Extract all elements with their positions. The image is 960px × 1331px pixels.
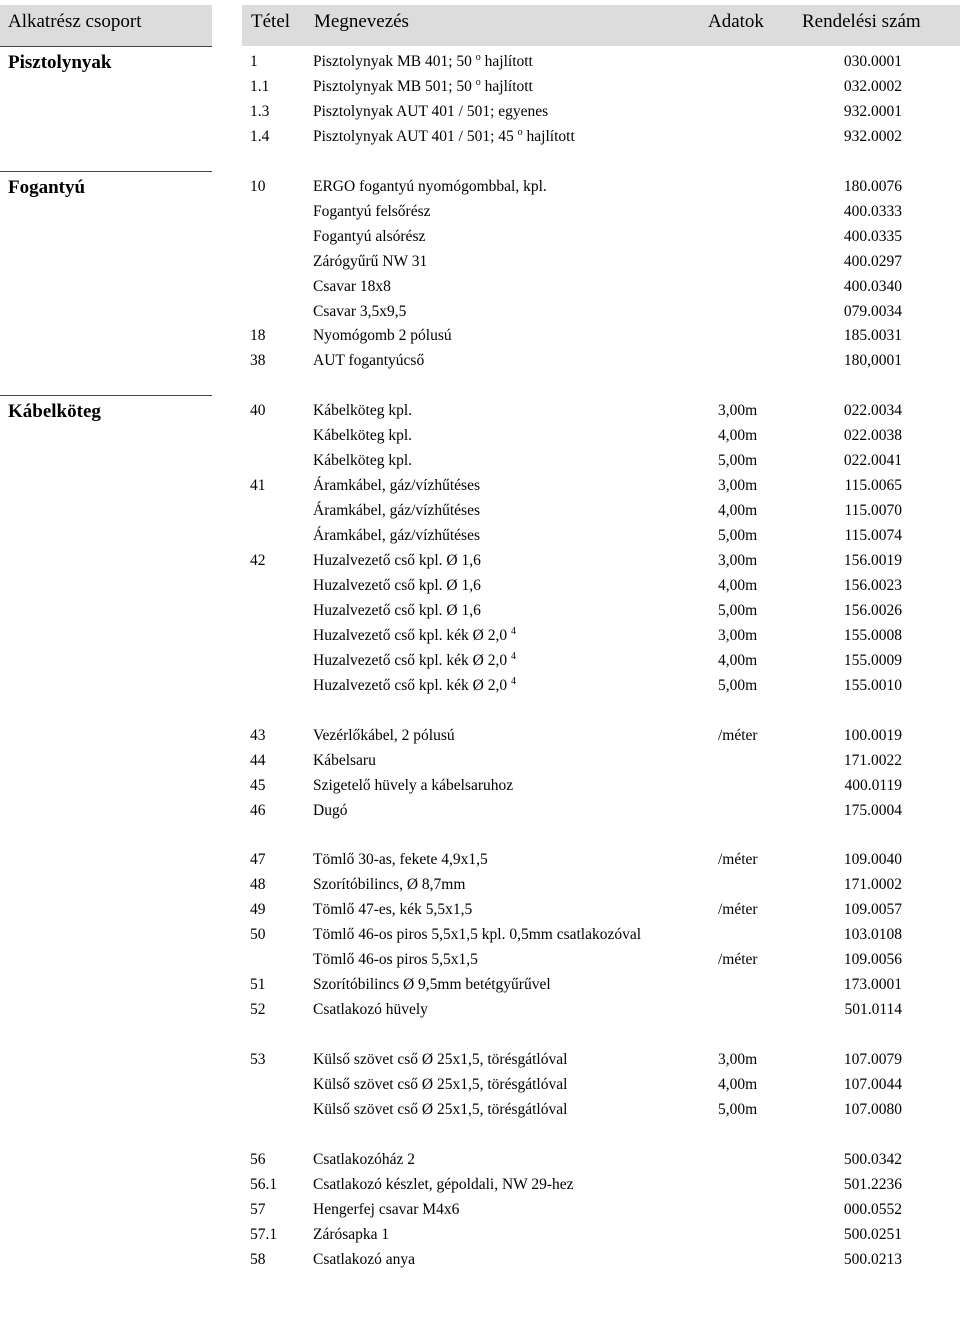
order-number: 022.0041 bbox=[843, 452, 902, 470]
table-row bbox=[0, 748, 960, 773]
table-row bbox=[0, 997, 960, 1022]
header-order-label: Rendelési szám bbox=[802, 11, 921, 32]
part-name-text: Csavar 3,5x9,5 bbox=[313, 302, 407, 320]
order-number: 171.0022 bbox=[843, 751, 902, 769]
part-data: 4,00m bbox=[718, 576, 758, 594]
order-number: 400.0340 bbox=[843, 277, 902, 295]
item-number: 46 bbox=[250, 801, 266, 819]
order-number: 173.0001 bbox=[843, 976, 902, 994]
header-data-label: Adatok bbox=[708, 11, 764, 32]
part-name bbox=[313, 648, 516, 673]
part-name bbox=[313, 997, 428, 1022]
part-name bbox=[313, 972, 551, 997]
item-number: 41 bbox=[250, 477, 266, 495]
part-name-text: Csatlakozóház 2 bbox=[313, 1150, 416, 1168]
part-name-text: Áramkábel, gáz/vízhűtéses bbox=[313, 527, 480, 544]
part-name-text: Huzalvezető cső kpl. kék Ø 2,0 bbox=[313, 626, 508, 644]
part-name-text: Csatlakozó készlet, gépoldali, NW 29-hez bbox=[313, 1175, 574, 1193]
order-number: 156.0019 bbox=[843, 552, 902, 569]
part-name bbox=[313, 1097, 567, 1122]
header-group-label: Alkatrész csoport bbox=[8, 11, 142, 32]
item-number: 57.1 bbox=[250, 1225, 278, 1243]
item-number: 53 bbox=[250, 1051, 266, 1068]
part-name-text: Huzalvezető cső kpl. Ø 1,6 bbox=[313, 552, 481, 569]
part-name-text: Áramkábel, gáz/vízhűtéses bbox=[313, 502, 480, 520]
header-name-label: Megnevezés bbox=[314, 11, 409, 32]
table-row bbox=[0, 74, 960, 99]
part-data: 4,00m bbox=[718, 1076, 758, 1093]
part-name-text: Zárógyűrű NW 31 bbox=[313, 252, 428, 270]
part-name bbox=[313, 673, 516, 698]
part-name-text: Huzalvezető cső kpl. Ø 1,6 bbox=[313, 601, 481, 619]
part-name-text: Szorítóbilincs Ø 9,5mm betétgyűrűvel bbox=[313, 976, 551, 994]
order-number: 107.0079 bbox=[843, 1051, 902, 1068]
table-row bbox=[0, 423, 960, 448]
header-columns bbox=[242, 5, 960, 46]
part-data: /méter bbox=[718, 901, 758, 919]
part-data: 3,00m bbox=[718, 552, 758, 569]
item-number: 10 bbox=[250, 177, 266, 195]
order-number: 115.0070 bbox=[844, 502, 902, 520]
part-name bbox=[313, 1247, 415, 1272]
order-number: 032.0002 bbox=[843, 78, 902, 95]
item-number: 1 bbox=[250, 53, 258, 70]
part-name bbox=[313, 249, 427, 274]
table-row bbox=[0, 798, 960, 823]
part-name bbox=[313, 1047, 567, 1072]
part-name bbox=[313, 922, 641, 947]
part-name bbox=[313, 1172, 574, 1197]
superscript: 4 bbox=[511, 650, 516, 662]
part-name-text: Kábelsaru bbox=[313, 751, 376, 769]
part-name bbox=[313, 1222, 389, 1247]
item-number: 56 bbox=[250, 1150, 266, 1168]
table-row bbox=[0, 922, 960, 947]
order-number: 000.0552 bbox=[843, 1200, 902, 1218]
table-row bbox=[0, 1197, 960, 1222]
part-name-text: Huzalvezető cső kpl. kék Ø 2,0 bbox=[313, 651, 508, 669]
part-name-text: Tömlő 46-os piros 5,5x1,5 kpl. 0,5mm csatlakozóval bbox=[313, 926, 642, 944]
table-row bbox=[0, 1172, 960, 1197]
table-row bbox=[0, 847, 960, 872]
table-row bbox=[0, 1072, 960, 1097]
order-number: 500.0251 bbox=[843, 1225, 902, 1243]
table-row bbox=[0, 573, 960, 598]
order-number: 501.2236 bbox=[843, 1175, 902, 1193]
order-number: 030.0001 bbox=[843, 53, 902, 70]
part-name bbox=[313, 773, 513, 798]
part-name bbox=[313, 548, 481, 573]
item-number: 51 bbox=[250, 976, 266, 994]
order-number: 022.0034 bbox=[843, 402, 902, 420]
part-name bbox=[313, 598, 481, 623]
part-data: 3,00m bbox=[718, 477, 758, 495]
order-number: 932.0001 bbox=[843, 102, 902, 120]
superscript: o bbox=[475, 76, 481, 88]
order-number: 180.0076 bbox=[843, 177, 902, 195]
item-number: 50 bbox=[250, 926, 266, 944]
superscript: o bbox=[475, 51, 481, 63]
table-row bbox=[0, 872, 960, 897]
part-name bbox=[313, 723, 455, 748]
part-name bbox=[313, 174, 547, 199]
table-row bbox=[0, 348, 960, 373]
order-number: 175.0004 bbox=[843, 801, 902, 819]
table-row bbox=[0, 99, 960, 124]
table-row bbox=[0, 398, 960, 423]
table-row bbox=[0, 673, 960, 698]
item-number: 58 bbox=[250, 1250, 266, 1268]
part-name-suffix: hajlított bbox=[480, 53, 533, 70]
order-number: 400.0297 bbox=[843, 252, 902, 270]
part-data: 3,00m bbox=[718, 402, 758, 420]
group-divider bbox=[0, 395, 212, 396]
item-number: 18 bbox=[250, 327, 266, 345]
part-name-suffix: hajlított bbox=[522, 127, 575, 145]
part-name-text: Kábelköteg kpl. bbox=[313, 452, 413, 470]
part-name-text: Külső szövet cső Ø 25x1,5, törésgátlóval bbox=[313, 1051, 568, 1068]
order-number: 100.0019 bbox=[843, 726, 902, 744]
part-name bbox=[313, 348, 424, 373]
part-name bbox=[313, 847, 488, 872]
table-row bbox=[0, 523, 960, 548]
group-divider bbox=[0, 171, 212, 172]
group-label: Fogantyú bbox=[8, 177, 86, 198]
part-name-text: Szorítóbilincs, Ø 8,7mm bbox=[313, 876, 466, 894]
part-name bbox=[313, 224, 425, 249]
part-data: 3,00m bbox=[718, 1051, 758, 1068]
part-data: 5,00m bbox=[718, 1100, 758, 1118]
table-row bbox=[0, 897, 960, 922]
table-row bbox=[0, 1222, 960, 1247]
part-name bbox=[313, 274, 391, 299]
part-name bbox=[313, 448, 412, 473]
table-row bbox=[0, 174, 960, 199]
part-data: 5,00m bbox=[718, 601, 758, 619]
superscript: o bbox=[517, 126, 523, 138]
order-number: 156.0023 bbox=[843, 576, 902, 594]
table-row bbox=[0, 124, 960, 149]
part-name-text: Huzalvezető cső kpl. Ø 1,6 bbox=[313, 576, 481, 594]
part-name bbox=[313, 74, 533, 99]
order-number: 500.0342 bbox=[843, 1150, 902, 1168]
part-name bbox=[313, 1072, 567, 1097]
part-data: /méter bbox=[718, 726, 758, 744]
part-name bbox=[313, 423, 412, 448]
part-name-text: Áramkábel, gáz/vízhűtéses bbox=[313, 477, 480, 495]
part-name bbox=[313, 323, 452, 348]
table-row bbox=[0, 723, 960, 748]
part-name bbox=[313, 1147, 415, 1172]
part-name-text: Tömlő 47-es, kék 5,5x1,5 bbox=[313, 901, 473, 919]
table-row bbox=[0, 548, 960, 573]
part-name-text: Pisztolynyak MB 401; 50 bbox=[313, 53, 472, 70]
part-name bbox=[313, 398, 412, 423]
part-data: 4,00m bbox=[718, 502, 758, 520]
part-name-text: Külső szövet cső Ø 25x1,5, törésgátlóval bbox=[313, 1076, 568, 1093]
part-name-text: Dugó bbox=[313, 801, 348, 819]
part-name-text: Pisztolynyak AUT 401 / 501; 45 bbox=[313, 127, 514, 145]
part-name-text: Huzalvezető cső kpl. kék Ø 2,0 bbox=[313, 676, 508, 694]
item-number: 48 bbox=[250, 876, 266, 894]
item-number: 47 bbox=[250, 851, 266, 869]
table-row bbox=[0, 598, 960, 623]
table-row bbox=[0, 1097, 960, 1122]
item-number: 40 bbox=[250, 402, 266, 420]
table-row bbox=[0, 224, 960, 249]
order-number: 155.0009 bbox=[843, 651, 902, 669]
part-name bbox=[313, 573, 481, 598]
order-number: 079.0034 bbox=[843, 302, 902, 320]
table-row bbox=[0, 972, 960, 997]
part-name bbox=[313, 498, 480, 523]
part-name-text: Zárósapka 1 bbox=[313, 1225, 390, 1243]
table-row bbox=[0, 648, 960, 673]
superscript: 4 bbox=[511, 625, 516, 637]
part-name-text: ERGO fogantyú nyomógombbal, kpl. bbox=[313, 177, 547, 195]
part-data: 5,00m bbox=[718, 676, 758, 694]
part-name-text: Nyomógomb 2 pólusú bbox=[313, 327, 452, 345]
part-name-text: Tömlő 46-os piros 5,5x1,5 bbox=[313, 951, 478, 969]
order-number: 115.0065 bbox=[844, 477, 902, 495]
order-number: 932.0002 bbox=[843, 127, 902, 145]
part-name-text: AUT fogantyúcső bbox=[313, 352, 425, 370]
table-row bbox=[0, 448, 960, 473]
part-name-suffix: hajlított bbox=[480, 78, 533, 95]
table-row bbox=[0, 49, 960, 74]
table-row bbox=[0, 947, 960, 972]
part-data: 4,00m bbox=[718, 651, 758, 669]
order-number: 107.0080 bbox=[843, 1100, 902, 1118]
part-data: 4,00m bbox=[718, 427, 758, 445]
order-number: 180,0001 bbox=[843, 352, 902, 370]
part-name-text: Pisztolynyak MB 501; 50 bbox=[313, 78, 472, 95]
part-name-text: Csatlakozó hüvely bbox=[313, 1001, 428, 1019]
part-name bbox=[313, 947, 478, 972]
item-number: 52 bbox=[250, 1001, 266, 1019]
item-number: 1.4 bbox=[250, 127, 270, 145]
item-number: 45 bbox=[250, 776, 266, 794]
part-name-text: Fogantyú alsórész bbox=[313, 227, 426, 245]
order-number: 500.0213 bbox=[843, 1250, 902, 1268]
group-label: Kábelköteg bbox=[8, 401, 101, 422]
part-name bbox=[313, 124, 575, 149]
header-group-column bbox=[0, 5, 212, 46]
part-name bbox=[313, 872, 465, 897]
part-name-text: Vezérlőkábel, 2 pólusú bbox=[313, 726, 455, 744]
group-divider bbox=[0, 46, 212, 47]
table-row bbox=[0, 1247, 960, 1272]
order-number: 155.0010 bbox=[843, 676, 902, 694]
order-number: 115.0074 bbox=[844, 527, 902, 544]
order-number: 107.0044 bbox=[843, 1076, 902, 1093]
item-number: 56.1 bbox=[250, 1175, 278, 1193]
item-number: 57 bbox=[250, 1200, 266, 1218]
part-name bbox=[313, 523, 480, 548]
item-number: 44 bbox=[250, 751, 266, 769]
order-number: 109.0040 bbox=[843, 851, 902, 869]
part-name bbox=[313, 623, 516, 648]
order-number: 185.0031 bbox=[843, 327, 902, 345]
item-number: 49 bbox=[250, 901, 266, 919]
part-name bbox=[313, 748, 376, 773]
part-name-text: Külső szövet cső Ø 25x1,5, törésgátlóval bbox=[313, 1100, 568, 1118]
part-name-text: Csavar 18x8 bbox=[313, 277, 391, 295]
part-name-text: Tömlő 30-as, fekete 4,9x1,5 bbox=[313, 851, 488, 869]
header-item-label: Tétel bbox=[251, 11, 291, 32]
order-number: 171.0002 bbox=[843, 876, 902, 894]
item-number: 43 bbox=[250, 726, 266, 744]
part-name-text: Fogantyú felsőrész bbox=[313, 202, 431, 220]
part-name bbox=[313, 199, 431, 224]
table-row bbox=[0, 323, 960, 348]
part-data: /méter bbox=[718, 851, 758, 869]
table-row bbox=[0, 498, 960, 523]
item-number: 38 bbox=[250, 352, 266, 370]
group-label: Pisztolynyak bbox=[8, 52, 112, 73]
part-name bbox=[313, 49, 533, 74]
table-row bbox=[0, 623, 960, 648]
part-name bbox=[313, 299, 406, 324]
part-name bbox=[313, 99, 548, 124]
table-row bbox=[0, 274, 960, 299]
table-row bbox=[0, 249, 960, 274]
item-number: 1.3 bbox=[250, 102, 270, 120]
order-number: 400.0119 bbox=[844, 776, 902, 794]
part-name bbox=[313, 897, 472, 922]
order-number: 109.0057 bbox=[843, 901, 902, 919]
table-row bbox=[0, 299, 960, 324]
order-number: 155.0008 bbox=[843, 626, 902, 644]
part-data: 3,00m bbox=[718, 626, 758, 644]
table-row bbox=[0, 1147, 960, 1172]
order-number: 022.0038 bbox=[843, 427, 902, 445]
part-name-text: Kábelköteg kpl. bbox=[313, 402, 413, 420]
table-row bbox=[0, 773, 960, 798]
part-name-text: Szigetelő hüvely a kábelsaruhoz bbox=[313, 776, 514, 794]
item-number: 42 bbox=[250, 552, 266, 569]
order-number: 400.0335 bbox=[843, 227, 902, 245]
table-row bbox=[0, 473, 960, 498]
part-name bbox=[313, 798, 347, 823]
part-name-text: Csatlakozó anya bbox=[313, 1250, 416, 1268]
table-row bbox=[0, 1047, 960, 1072]
part-data: 5,00m bbox=[718, 452, 758, 470]
part-name bbox=[313, 473, 480, 498]
item-number: 1.1 bbox=[250, 78, 270, 95]
part-name-text: Pisztolynyak AUT 401 / 501; egyenes bbox=[313, 102, 549, 120]
order-number: 103.0108 bbox=[843, 926, 902, 944]
part-data: /méter bbox=[718, 951, 758, 969]
part-name bbox=[313, 1197, 459, 1222]
table-row bbox=[0, 199, 960, 224]
order-number: 501.0114 bbox=[844, 1001, 902, 1019]
order-number: 109.0056 bbox=[843, 951, 902, 969]
order-number: 156.0026 bbox=[843, 601, 902, 619]
part-name-text: Hengerfej csavar M4x6 bbox=[313, 1200, 460, 1218]
part-name-text: Kábelköteg kpl. bbox=[313, 427, 413, 445]
part-data: 5,00m bbox=[718, 527, 758, 544]
superscript: 4 bbox=[511, 675, 516, 687]
order-number: 400.0333 bbox=[843, 202, 902, 220]
